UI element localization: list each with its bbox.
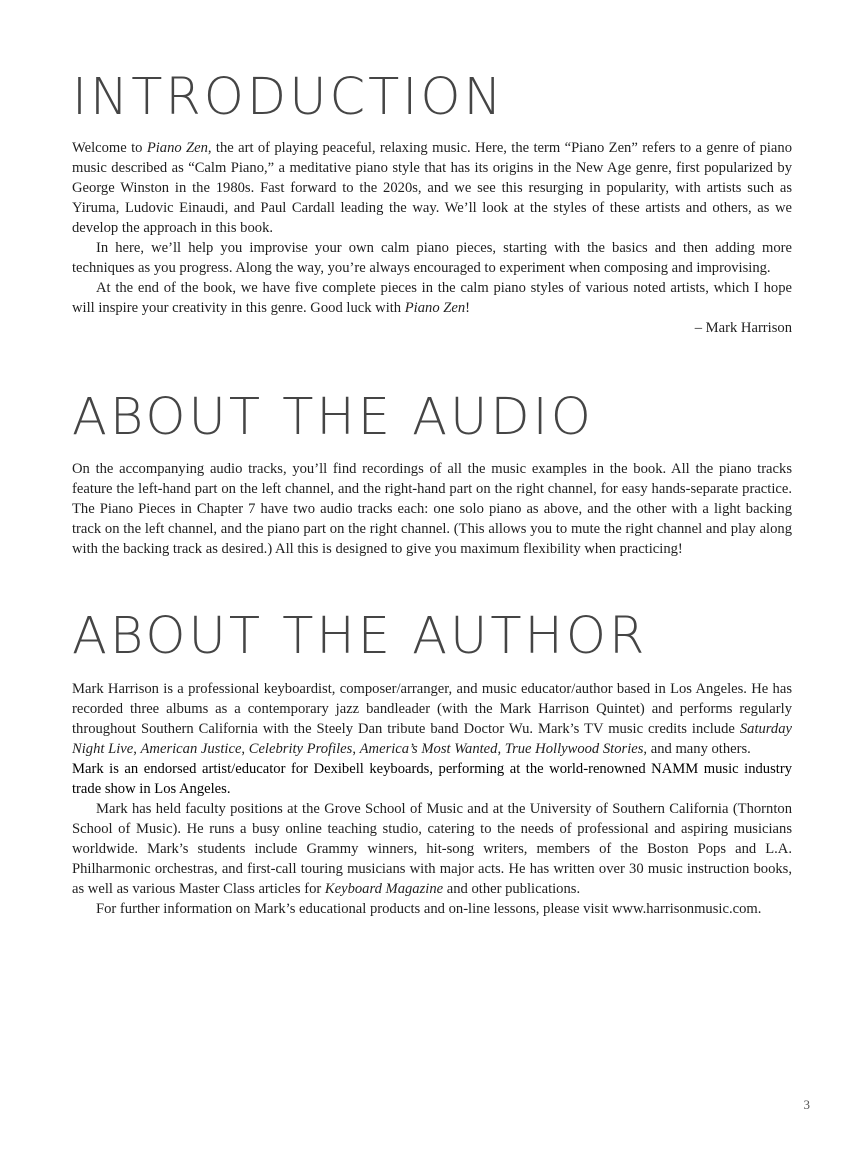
intro-paragraph-2: In here, we’ll help you improvise your own calm piano pieces, starting with the basics and then adding more techniques as you progress. Along the way, you’re always encouraged to experiment when composing and improvising. bbox=[72, 240, 792, 276]
intro-signature: – Mark Harrison bbox=[694, 320, 792, 336]
about-audio-section bbox=[72, 459, 792, 559]
about-author-heading: ABOUT THE AUTHOR bbox=[72, 607, 648, 666]
intro-paragraph-1: Welcome to Piano Zen, the art of playing peaceful, relaxing music. Here, the term “Piano Zen” refers to a genre of piano music described as “Calm Piano,” a meditative piano style that has its origins in the New Age genre, first popularized by George Winston in the 1980s. Fast forward to the 2020s, and we see this resurging in popularity, with artists such as Yiruma, Ludovic Einaudi, and Paul Cardall leading the way. We’ll look at the styles of these artists and others, as we develop the approach in this book. bbox=[72, 140, 792, 236]
introduction-section bbox=[72, 138, 792, 338]
author-paragraph-4: For further information on Mark’s educational products and on-line lessons, please visit www.harrisonmusic.com. bbox=[96, 901, 762, 917]
author-paragraph-2: Mark is an endorsed artist/educator for Dexibell keyboards, performing at the world-renowned NAMM music industry trade show in Los Angeles. bbox=[72, 761, 792, 797]
author-paragraph-3: Mark has held faculty positions at the Grove School of Music and at the University of Southern California (Thornton School of Music). He runs a busy online teaching studio, catering to the needs of professional and aspiring musicians worldwide. Mark’s students include Grammy winners, hit-song writers, members of the Boston Pops and L.A. Philharmonic orchestras, and first-call touring musicians with major acts. He has written over 30 music instruction books, as well as various Master Class articles for Keyboard Magazine and other publications. bbox=[72, 801, 792, 897]
page-number: 3 bbox=[803, 1097, 810, 1112]
author-paragraph-1: Mark Harrison is a professional keyboardist, composer/arranger, and music educator/author based in Los Angeles. He has recorded three albums as a contemporary jazz bandleader (with the Mark Harrison Quintet) and performs regularly throughout Southern California with the Steely Dan tribute band Doctor Wu. Mark’s TV music credits include Saturday Night Live, American Justice, Celebrity Profiles, America’s Most Wanted, True Hollywood Stories, and many others. bbox=[72, 681, 792, 757]
intro-paragraph-3: At the end of the book, we have five complete pieces in the calm piano styles of various noted artists, which I hope will inspire your creativity in this genre. Good luck with Piano Zen! bbox=[72, 280, 792, 316]
audio-paragraph: On the accompanying audio tracks, you’ll find recordings of all the music examples in the book. All the piano tracks feature the left-hand part on the left channel, and the right-hand part on the right channel, for easy hands-separate practice. The Piano Pieces in Chapter 7 have two audio tracks each: one solo piano as above, and the other with a light backing track on the left channel, and the piano part on the right channel. (This allows you to mute the right channel and play along with the backing track as desired.) All this is designed to give you maximum flexibility when practicing! bbox=[72, 461, 792, 557]
about-author-section bbox=[72, 679, 792, 919]
introduction-heading: INTRODUCTION bbox=[72, 68, 505, 127]
about-audio-heading: ABOUT THE AUDIO bbox=[72, 388, 594, 447]
